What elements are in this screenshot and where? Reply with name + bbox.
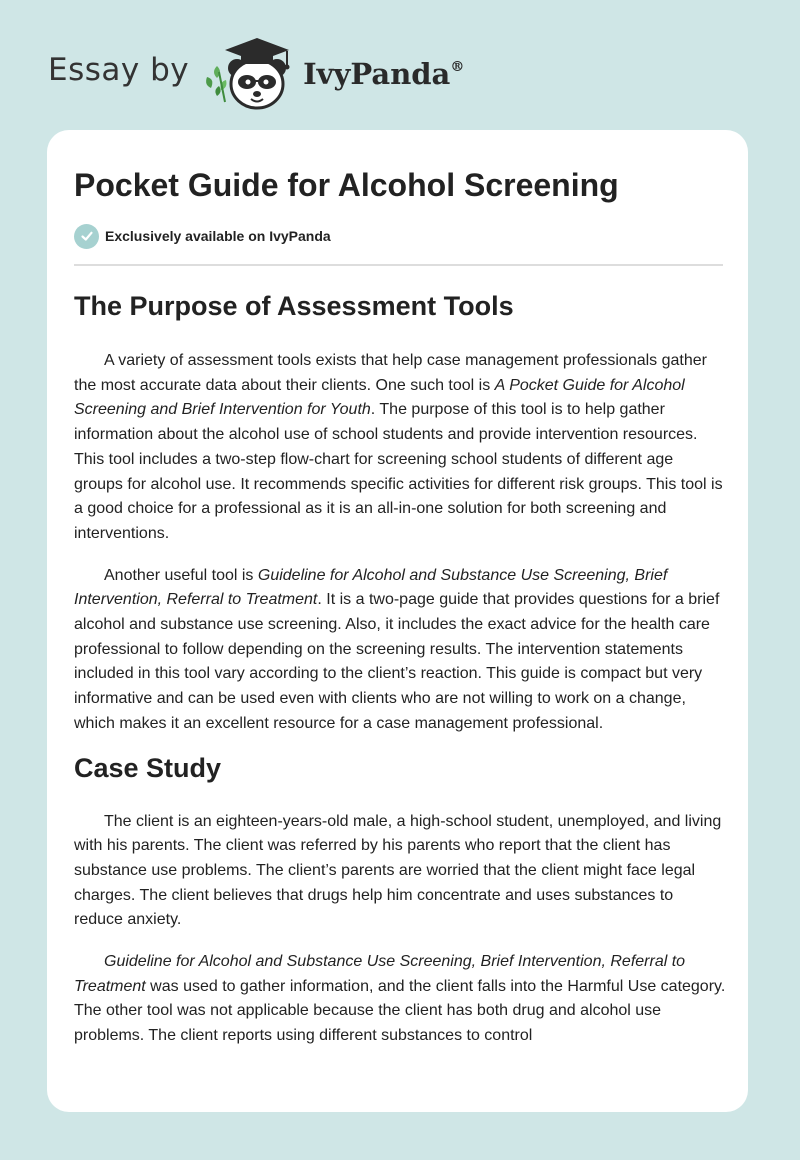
section-heading: The Purpose of Assessment Tools (74, 291, 514, 321)
essay-by-label: Essay by (48, 52, 190, 88)
title-divider (74, 264, 723, 266)
ivypanda-logo-icon[interactable] (203, 32, 299, 112)
site-header (48, 32, 508, 112)
paragraph: Guideline for Alcohol and Substance Use Screening, Brief Intervention, Referral to Treatment was used to gather information, and the client falls into the Harmful Use category. The other tool was not applicable because the client has both drug and alcohol use problems. The client reports using different substances to control (74, 953, 726, 1045)
page-title: Pocket Guide for Alcohol Screening (74, 167, 619, 203)
badge-text: Exclusively available on IvyPanda (105, 228, 331, 244)
paragraph: The client is an eighteen-years-old male, a high-school student, unemployed, and living with his parents. The client was referred by his parents who report that the client has substance use problems. The client’s parents are worried that the client might face legal charges. The client believes that drugs help him concentrate and uses substances to reduce anxiety. (74, 812, 722, 929)
checkmark-icon (74, 224, 99, 249)
article-card (47, 130, 748, 1112)
paragraph: A variety of assessment tools exists that help case management professionals gather the most accurate data about their clients. One such tool is A Pocket Guide for Alcohol Screening and Brief Intervention for Youth. The purpose of this tool is to help gather information about the alcohol use of school students and provide intervention resources. This tool includes a two-step flow-chart for screening school students of different age groups for alcohol use. It recommends specific activities for different risk groups. This tool is a good choice for a professional as it is an all-in-one solution for both screening and interventions. (74, 352, 723, 542)
brand-name[interactable]: IvyPanda® (303, 57, 465, 91)
section-heading: Case Study (74, 752, 222, 783)
paragraph: Another useful tool is Guideline for Alcohol and Substance Use Screening, Brief Intervention, Referral to Treatment. It is a two-page guide that provides questions for a brief alcohol and substance use screening. Also, it includes the exact advice for the health care professional to follow depending on the screening results. The intervention statements included in this tool vary according to the client’s reaction. This guide is compact but very informative and can be used even with clients who are not willing to work on a change, which makes it an excellent resource for a case management professional. (74, 566, 720, 732)
exclusive-badge (74, 223, 722, 249)
